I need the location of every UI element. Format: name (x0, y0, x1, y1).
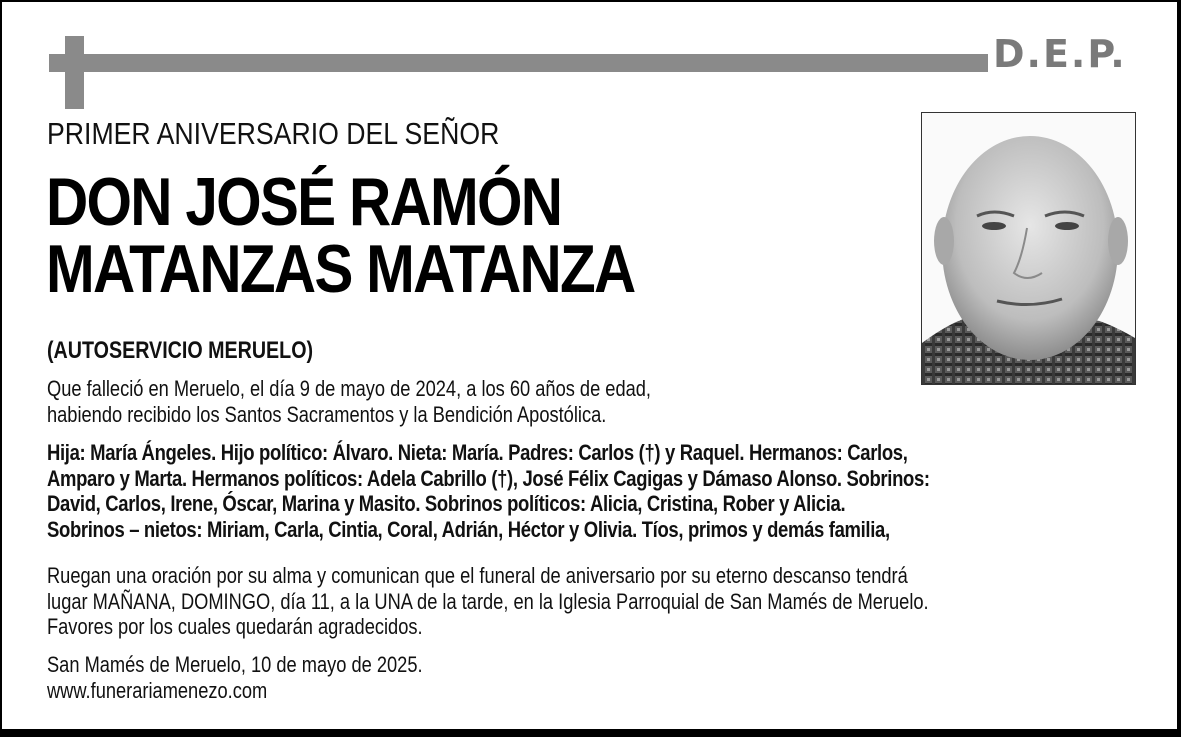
family-list (47, 440, 930, 542)
funeral-notice (47, 563, 929, 640)
portrait-photo (921, 112, 1136, 385)
text-line: Ruegan una oración por su alma y comunican que el funeral de aniversario por su eterno descanso tendrá (47, 563, 908, 588)
latin-cross-icon-arm (49, 54, 100, 72)
latin-cross-icon (65, 36, 84, 109)
dep-label: D.E.P. (993, 32, 1127, 76)
text-line: Favores por los cuales quedarán agradecidos. (47, 614, 423, 639)
death-notice (47, 376, 651, 427)
header-rule (96, 54, 988, 72)
text-line: Hija: María Ángeles. Hijo político: Álvaro. Nieta: María. Padres: Carlos (†) y Raquel. Hermanos: Carlos, (47, 440, 908, 465)
name-line: MATANZAS MATANZA (46, 231, 635, 307)
text-line: David, Carlos, Irene, Óscar, Marina y Masito. Sobrinos políticos: Alicia, Cristina, Rober y Alicia. (47, 491, 846, 516)
text-line: lugar MAÑANA, DOMINGO, día 11, a la UNA de la tarde, en la Iglesia Parroquial de San Mamés de Meruelo. (47, 588, 929, 614)
obituary-card (2, 2, 1177, 729)
text-line: Sobrinos – nietos: Miriam, Carla, Cintia, Coral, Adrián, Héctor y Olivia. Tíos, primos y demás familia, (47, 516, 890, 542)
text-line: Amparo y Marta. Hermanos políticos: Adela Cabrillo (†), José Félix Cagigas y Dámaso Alonso. Sobrinos: (47, 465, 930, 491)
text-line: habiendo recibido los Santos Sacramentos y la Bendición Apostólica. (47, 401, 607, 427)
portrait-photo-illustration (922, 113, 1135, 384)
name-line: DON JOSÉ RAMÓN (46, 164, 562, 240)
pre-title: PRIMER ANIVERSARIO DEL SEÑOR (47, 116, 500, 151)
website-link[interactable]: www.funerariamenezo.com (47, 678, 268, 703)
company-label: (AUTOSERVICIO MERUELO) (47, 337, 314, 364)
deceased-name (46, 164, 635, 307)
place-date: San Mamés de Meruelo, 10 de mayo de 2025. (47, 652, 423, 677)
text-line: Que falleció en Meruelo, el día 9 de mayo de 2024, a los 60 años de edad, (47, 376, 652, 401)
